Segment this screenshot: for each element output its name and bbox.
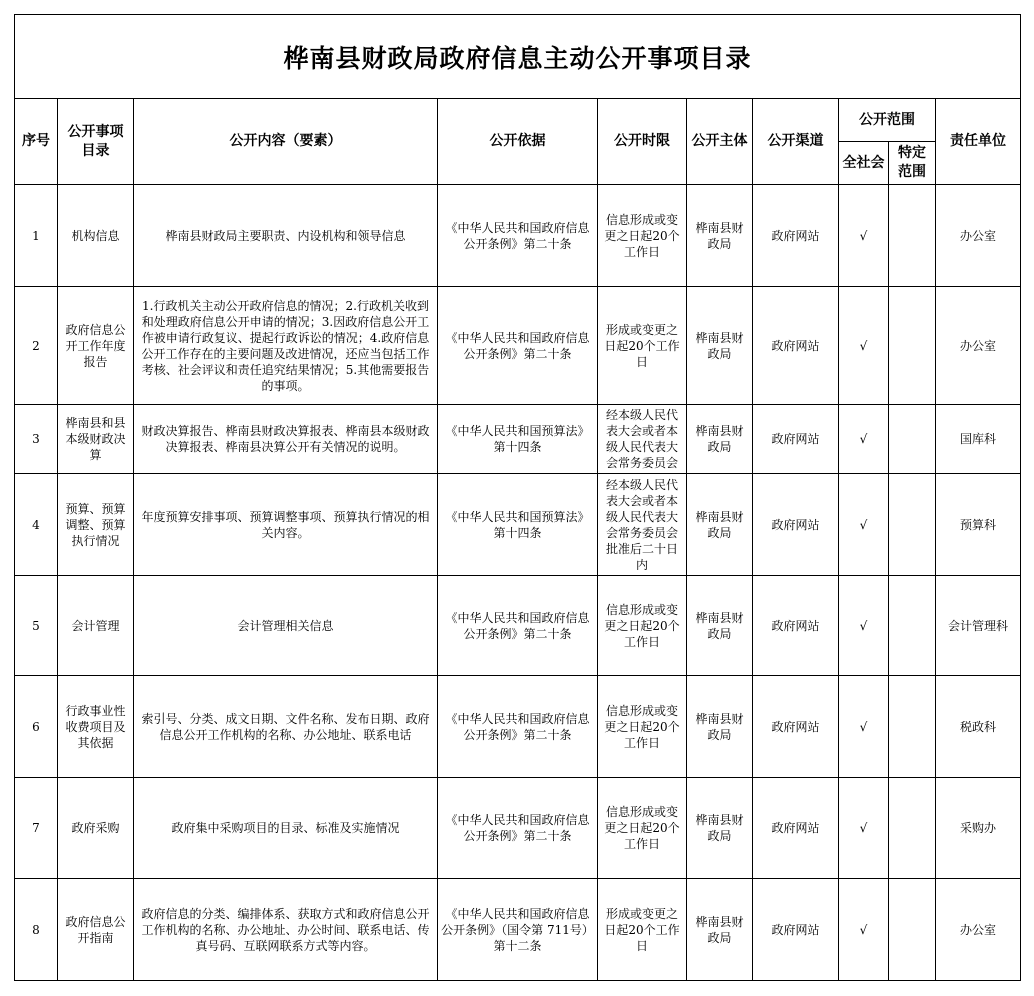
cell-item: 桦南县和县本级财政决算 bbox=[58, 405, 134, 474]
cell-item: 机构信息 bbox=[58, 185, 134, 287]
cell-basis: 《中华人民共和国政府信息公开条例》第二十条 bbox=[438, 185, 598, 287]
cell-all: √ bbox=[839, 474, 889, 576]
cell-content: 1.行政机关主动公开政府信息的情况；2.行政机关收到和处理政府信息公开申请的情况；3.因政府信息公开工作被申请行政复议、提起行政诉讼的情况；4.政府信息公开工作存在的主要问题及改进情况，还应当包括工作考核、社会评议和责任追究结果情况；5.其他需要报告的事项。 bbox=[134, 287, 438, 405]
table-body bbox=[15, 185, 1021, 981]
header-scope-all: 全社会 bbox=[839, 142, 889, 185]
cell-content: 政府信息的分类、编排体系、获取方式和政府信息公开工作机构的名称、办公地址、办公时间、联系电话、传真号码、互联网联系方式等内容。 bbox=[134, 879, 438, 981]
cell-unit: 会计管理科 bbox=[936, 576, 1021, 676]
cell-basis: 《中华人民共和国政府信息公开条例》第二十条 bbox=[438, 778, 598, 879]
header-basis: 公开依据 bbox=[438, 99, 598, 185]
table-row bbox=[15, 778, 1021, 879]
cell-item: 行政事业性收费项目及其依据 bbox=[58, 676, 134, 778]
cell-specific bbox=[889, 474, 936, 576]
cell-time: 形成或变更之日起20个工作日 bbox=[598, 287, 687, 405]
cell-time: 信息形成或变更之日起20个工作日 bbox=[598, 778, 687, 879]
cell-channel: 政府网站 bbox=[753, 879, 839, 981]
cell-subject: 桦南县财政局 bbox=[687, 676, 753, 778]
cell-content: 财政决算报告、桦南县财政决算报表、桦南县本级财政决算报表、桦南县决算公开有关情况的说明。 bbox=[134, 405, 438, 474]
cell-all: √ bbox=[839, 879, 889, 981]
cell-specific bbox=[889, 287, 936, 405]
table-row bbox=[15, 474, 1021, 576]
cell-unit: 国库科 bbox=[936, 405, 1021, 474]
header-subject: 公开主体 bbox=[687, 99, 753, 185]
cell-unit: 办公室 bbox=[936, 879, 1021, 981]
cell-channel: 政府网站 bbox=[753, 474, 839, 576]
cell-time: 经本级人民代表大会或者本级人民代表大会常务委员会批准后二十日内 bbox=[598, 474, 687, 576]
cell-time: 形成或变更之日起20个工作日 bbox=[598, 879, 687, 981]
cell-all: √ bbox=[839, 287, 889, 405]
disclosure-catalog-table bbox=[14, 14, 1021, 981]
cell-item: 预算、预算调整、预算执行情况 bbox=[58, 474, 134, 576]
header-channel: 公开渠道 bbox=[753, 99, 839, 185]
cell-channel: 政府网站 bbox=[753, 185, 839, 287]
cell-basis: 《中华人民共和国政府信息公开条例》第二十条 bbox=[438, 676, 598, 778]
cell-basis: 《中华人民共和国预算法》第十四条 bbox=[438, 474, 598, 576]
cell-channel: 政府网站 bbox=[753, 405, 839, 474]
cell-seq: 4 bbox=[15, 474, 58, 576]
cell-unit: 预算科 bbox=[936, 474, 1021, 576]
cell-content: 年度预算安排事项、预算调整事项、预算执行情况的相关内容。 bbox=[134, 474, 438, 576]
header-scope: 公开范围 bbox=[839, 99, 936, 142]
cell-specific bbox=[889, 879, 936, 981]
table-row bbox=[15, 879, 1021, 981]
cell-unit: 采购办 bbox=[936, 778, 1021, 879]
cell-unit: 办公室 bbox=[936, 185, 1021, 287]
cell-basis: 《中华人民共和国政府信息公开条例》第二十条 bbox=[438, 576, 598, 676]
header-time: 公开时限 bbox=[598, 99, 687, 185]
cell-specific bbox=[889, 576, 936, 676]
table-row bbox=[15, 405, 1021, 474]
cell-all: √ bbox=[839, 405, 889, 474]
header-item: 公开事项目录 bbox=[58, 99, 134, 185]
cell-all: √ bbox=[839, 778, 889, 879]
cell-seq: 3 bbox=[15, 405, 58, 474]
cell-subject: 桦南县财政局 bbox=[687, 879, 753, 981]
cell-seq: 2 bbox=[15, 287, 58, 405]
cell-all: √ bbox=[839, 185, 889, 287]
table-row bbox=[15, 287, 1021, 405]
header-seq: 序号 bbox=[15, 99, 58, 185]
cell-channel: 政府网站 bbox=[753, 778, 839, 879]
cell-basis: 《中华人民共和国政府信息公开条例》第二十条 bbox=[438, 287, 598, 405]
cell-time: 经本级人民代表大会或者本级人民代表大会常务委员会 bbox=[598, 405, 687, 474]
cell-channel: 政府网站 bbox=[753, 287, 839, 405]
cell-time: 信息形成或变更之日起20个工作日 bbox=[598, 576, 687, 676]
cell-item: 政府采购 bbox=[58, 778, 134, 879]
cell-content: 桦南县财政局主要职责、内设机构和领导信息 bbox=[134, 185, 438, 287]
table-row bbox=[15, 676, 1021, 778]
cell-content: 索引号、分类、成文日期、文件名称、发布日期、政府信息公开工作机构的名称、办公地址、联系电话 bbox=[134, 676, 438, 778]
cell-seq: 1 bbox=[15, 185, 58, 287]
cell-seq: 7 bbox=[15, 778, 58, 879]
cell-all: √ bbox=[839, 576, 889, 676]
cell-time: 信息形成或变更之日起20个工作日 bbox=[598, 185, 687, 287]
cell-subject: 桦南县财政局 bbox=[687, 778, 753, 879]
cell-basis: 《中华人民共和国政府信息公开条例》（国令第 711号）第十二条 bbox=[438, 879, 598, 981]
cell-channel: 政府网站 bbox=[753, 676, 839, 778]
cell-specific bbox=[889, 676, 936, 778]
cell-item: 政府信息公开指南 bbox=[58, 879, 134, 981]
cell-specific bbox=[889, 778, 936, 879]
cell-content: 政府集中采购项目的目录、标准及实施情况 bbox=[134, 778, 438, 879]
cell-seq: 6 bbox=[15, 676, 58, 778]
cell-subject: 桦南县财政局 bbox=[687, 287, 753, 405]
cell-unit: 税政科 bbox=[936, 676, 1021, 778]
cell-item: 政府信息公开工作年度报告 bbox=[58, 287, 134, 405]
cell-basis: 《中华人民共和国预算法》第十四条 bbox=[438, 405, 598, 474]
header-unit: 责任单位 bbox=[936, 99, 1021, 185]
cell-subject: 桦南县财政局 bbox=[687, 185, 753, 287]
cell-subject: 桦南县财政局 bbox=[687, 474, 753, 576]
cell-item: 会计管理 bbox=[58, 576, 134, 676]
cell-subject: 桦南县财政局 bbox=[687, 576, 753, 676]
header-content: 公开内容（要素） bbox=[134, 99, 438, 185]
cell-unit: 办公室 bbox=[936, 287, 1021, 405]
cell-subject: 桦南县财政局 bbox=[687, 405, 753, 474]
table-row bbox=[15, 576, 1021, 676]
cell-time: 信息形成或变更之日起20个工作日 bbox=[598, 676, 687, 778]
page-title: 桦南县财政局政府信息主动公开事项目录 bbox=[15, 15, 1021, 99]
header-scope-specific: 特定范围 bbox=[889, 142, 936, 185]
cell-seq: 8 bbox=[15, 879, 58, 981]
cell-content: 会计管理相关信息 bbox=[134, 576, 438, 676]
cell-channel: 政府网站 bbox=[753, 576, 839, 676]
cell-all: √ bbox=[839, 676, 889, 778]
cell-specific bbox=[889, 185, 936, 287]
table-row bbox=[15, 185, 1021, 287]
cell-seq: 5 bbox=[15, 576, 58, 676]
cell-specific bbox=[889, 405, 936, 474]
